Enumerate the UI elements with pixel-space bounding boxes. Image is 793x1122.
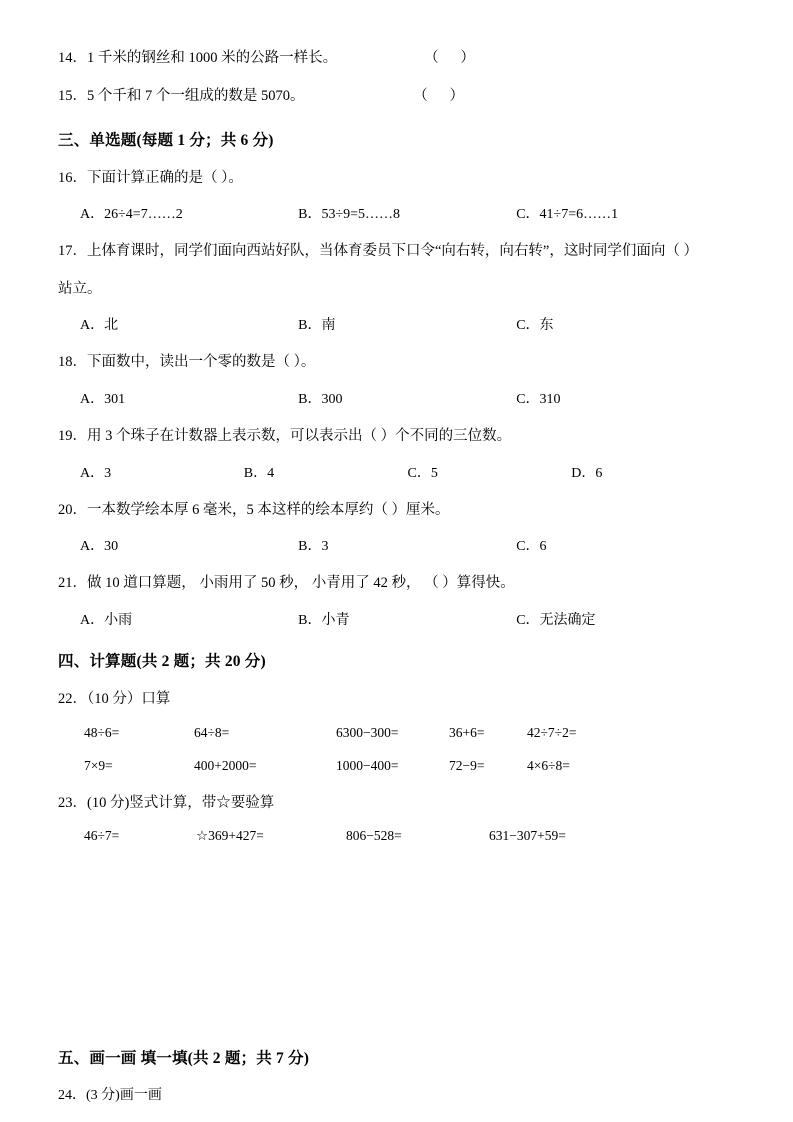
option-d[interactable]: D．6 [571,465,603,481]
option-b[interactable]: B．4 [243,465,275,481]
option-a[interactable]: A．北 [80,318,119,334]
question-18-options [58,388,735,408]
true-false-item-14: 14．1 千米的钢丝和 1000 米的公路一样长。 （ ） [58,50,475,66]
calc-item: 46÷7= [84,828,120,844]
question-22-row-1 [58,725,735,741]
calc-item: 36+6= [449,724,485,740]
question-20-stem: 20．一本数学绘本厚 6 毫米，5 本这样的绘本厚约（ ）厘米。 [58,501,450,518]
true-false-item-15: 15．5 个千和 7 个一组成的数是 5070。 （ ） [58,87,464,104]
option-c[interactable]: C．东 [516,318,554,334]
calc-item: 1000−400= [336,757,399,773]
question-19-options [58,462,735,482]
option-a[interactable]: A．301 [80,392,126,408]
question-23-stem: 23．(10 分)竖式计算，带☆要验算 [58,794,275,811]
option-b[interactable]: B．3 [298,539,329,555]
option-b[interactable]: B．300 [298,392,343,408]
option-b[interactable]: B．小青 [298,612,350,628]
calc-item: 631−307+59= [489,828,566,844]
calc-item: 64÷8= [194,724,230,740]
section-heading-drawing: 五、画一画 填一填(共 2 题；共 7 分) [58,1050,310,1068]
option-a[interactable]: A．小雨 [80,612,133,628]
question-23-row-1 [58,828,735,844]
question-19-stem: 19．用 3 个珠子在计数器上表示数，可以表示出（ ）个不同的三位数。 [58,428,512,445]
option-c[interactable]: C．310 [516,392,561,408]
question-22-stem: 22．（10 分）口算 [58,690,171,707]
option-c[interactable]: C．无法确定 [516,612,596,628]
section-heading-calculation: 四、计算题(共 2 题；共 20 分) [58,652,266,670]
option-c[interactable]: C．6 [516,539,547,555]
question-16-options [58,203,735,223]
option-a[interactable]: A．30 [80,539,119,555]
question-20-options [58,535,735,555]
question-17-stem-cont: 站立。 [58,280,102,297]
calc-item: ☆369+427= [196,828,264,844]
question-18-stem: 18．下面数中，读出一个零的数是（ ）。 [58,354,316,371]
calc-item: 72−9= [449,757,485,773]
calc-item: 7×9= [84,757,113,773]
calc-item: 48÷6= [84,724,120,740]
option-c[interactable]: C．41÷7=6……1 [516,207,619,223]
question-17-options [58,314,735,334]
option-b[interactable]: B．53÷9=5……8 [298,207,401,223]
section-heading-multiple-choice: 三、单选题(每题 1 分；共 6 分) [58,131,274,149]
calc-item: 400+2000= [194,757,257,773]
question-16-stem: 16．下面计算正确的是（ ）。 [58,169,243,186]
question-21-options [58,609,735,629]
option-b[interactable]: B．南 [298,318,336,334]
question-24-stem: 24．(3 分)画一画 [58,1088,162,1104]
question-17-stem: 17．上体育课时，同学们面向西站好队，当体育委员下口令“向右转，向右转”，这时同学们面向（ ） [58,243,698,260]
question-22-row-2 [58,758,735,774]
option-c[interactable]: C．5 [407,465,438,481]
option-a[interactable]: A．26÷4=7……2 [80,207,183,223]
answer-work-space [58,861,735,1026]
calc-item: 42÷7÷2= [527,724,577,740]
calc-item: 6300−300= [336,724,399,740]
question-21-stem: 21．做 10 道口算题， 小雨用了 50 秒， 小青用了 42 秒， （ ）算得快。 [58,575,515,592]
calc-item: 806−528= [346,828,402,844]
option-a[interactable]: A．3 [80,465,112,481]
calc-item: 4×6÷8= [527,757,570,773]
